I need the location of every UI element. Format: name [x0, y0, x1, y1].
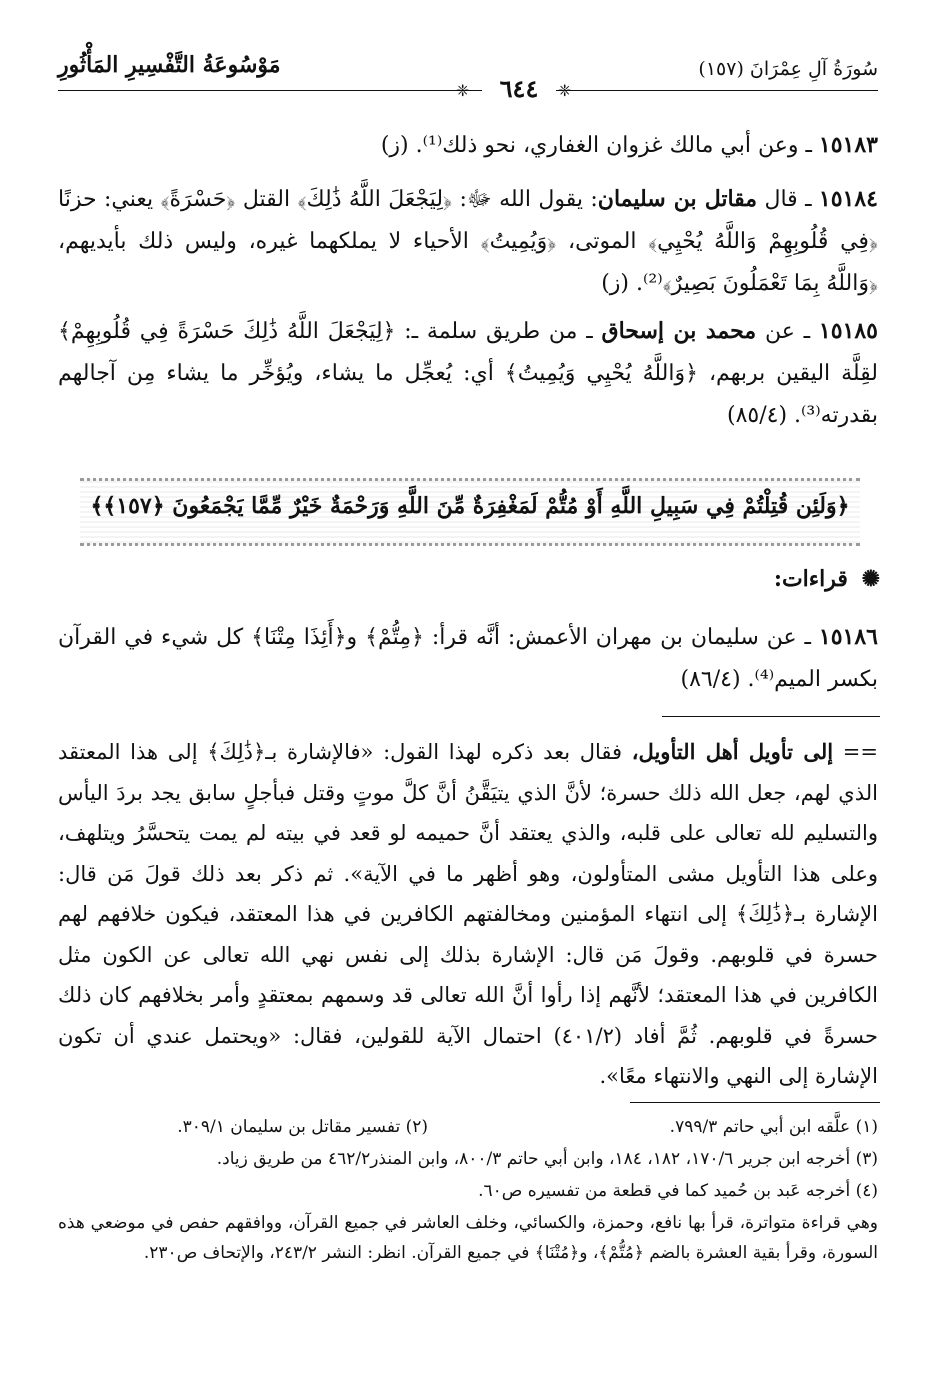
page-header: [58, 44, 878, 106]
continuation-bold: إلى تأويل أهل التأويل،: [631, 739, 834, 764]
entry-number: ١٥١٨٥: [818, 318, 878, 344]
footnote-4: (٤) أخرجه عَبد بن حُميد كما في قطعة من تفسيره ص٦٠.: [478, 1181, 878, 1201]
entry-15185: [58, 310, 878, 437]
footnote-3: (٣) أخرجه ابن جرير ١٧٠/٦، ١٨٢، ١٨٤، وابن أبي حاتم ٨٠٠/٣، وابن المنذر٤٦٢/٢ من طريق زياد.: [216, 1149, 878, 1169]
footnote-1: (١) علَّقه ابن أبي حاتم ٧٩٩/٣.: [669, 1117, 878, 1137]
entry-number: ١٥١٨٣: [818, 132, 878, 158]
entry-number: ١٥١٨٤: [818, 186, 878, 212]
entry-text: : يقول الله ﷻ: ﴿لِيَجْعَلَ اللَّهُ ذَٰلِكَ﴾ القتل ﴿حَسْرَةً﴾ يعني: حزنًا ﴿فِي قُلُوبِهِمْ وَاللَّهُ يُحْيِي﴾ الموتى، ﴿وَيُمِيتُ﴾ الأحياء لا يملكهما غيره، وليس ذلك بأيديهم، ﴿وَاللَّهُ بِمَا تَعْمَلُونَ بَصِيرٌ﴾⁽²⁾. (ز): [58, 187, 878, 296]
entry-15184: [58, 178, 878, 305]
surah-label: سُورَةُ آلِ عِمْرَانَ (١٥٧): [698, 58, 878, 80]
entry-15183: [58, 124, 878, 167]
entry-prefix: ـ قال: [757, 187, 812, 212]
continuation-marker: ==: [842, 740, 878, 764]
narrator-name: مقاتل بن سليمان: [597, 186, 758, 212]
continuation-note: [58, 732, 878, 1097]
verse-band: [80, 478, 860, 546]
footnote-separator: [662, 716, 880, 717]
page-number: ٦٤٤: [482, 74, 556, 103]
entry-text: ـ من طريق سلمة ـ: ﴿لِيَجْعَلَ اللَّهُ ذَٰلِكَ حَسْرَةً فِي قُلُوبِهِمْ﴾ لقِلَّة اليقين بربهم، ﴿وَاللَّهُ يُحْيِي وَيُمِيتُ﴾ أي: يُعجِّل ما يشاء، ويُؤخِّر ما يشاء مِن آجالهم بقدرته⁽³⁾. (٨٥/٤): [58, 319, 878, 428]
entry-number: ١٥١٨٦: [818, 624, 878, 650]
footnote-separator: [630, 1102, 880, 1103]
flower-ornament-icon: ✺: [861, 566, 880, 592]
footnote-2: (٢) تفسير مقاتل بن سليمان ٣٠٩/١.: [177, 1117, 428, 1137]
entry-prefix: ـ عن: [756, 319, 811, 344]
narrator-name: محمد بن إسحاق: [601, 318, 757, 344]
section-heading: [774, 566, 880, 592]
section-heading-text: قراءات:: [773, 566, 848, 592]
continuation-text: فقال بعد ذكره لهذا القول: «فالإشارة بـ﴿ذَٰلِكَ﴾ إلى هذا المعتقد الذي لهم، جعل الله ذلك حسرة؛ لأنَّ الذي يتيَقَّنُ أنَّ كلَّ موتٍ وقتل فبأجلٍ سابق يجد بردَ اليأس والتسليم لله تعالى على قلبه، والذي يعتقد أنَّ حميمه لو قعد في بيته لم يمت يتحسَّرُ ويتلهف، وعلى هذا التأويل مشى المتأولون، وهو أظهر ما في الآية». ثم ذكر بعد ذلك قولَ مَن قال: الإشارة بـ﴿ذَٰلِكَ﴾ إلى انتهاء المؤمنين ومخالفتهم الكافرين في هذا المعتقد، فيكون خلافهم لهم حسرة في قلوبهم. وقولَ مَن قال: الإشارة بذلك إلى نفس نهي الله تعالى عن الكون مثل الكافرين في هذا المعتقد؛ لأنَّهم إذا رأوا أنَّ الله تعالى قد وسمهم بمعتقدٍ وأمر بخلافهم كان ذلك حسرةً في قلوبهم. ثُمَّ أفاد (٤٠١/٢) احتمال الآية للقولين، فقال: «ويحتمل عندي أن تكون الإشارة إلى النهي والانتهاء معًا».: [58, 740, 878, 1088]
entry-text: ـ وعن أبي مالك غزوان الغفاري، نحو ذلك⁽¹⁾. (ز): [380, 133, 812, 158]
footnote-row: [58, 1112, 878, 1142]
quran-verse: ﴿وَلَئِن قُتِلْتُمْ فِي سَبِيلِ اللَّهِ أَوْ مُتُّمْ لَمَغْفِرَةٌ مِّنَ اللَّهِ وَرَحْمَةٌ خَيْرٌ مِّمَّا يَجْمَعُونَ ﴿١٥٧﴾﴾: [90, 493, 850, 519]
ornament-icon: ❈: [456, 81, 470, 100]
book-title: مَوْسُوعَةُ التَّفْسِيرِ المَأْثُورِ: [58, 52, 281, 78]
ornament-icon: ❈: [558, 81, 572, 100]
entry-15186: [58, 616, 878, 701]
entry-text: ـ عن سليمان بن مهران الأعمش: أنَّه قرأ: ﴿مِتُّمْ﴾ و﴿أَئِذَا مِتْنَا﴾ كل شيء في القرآن بكسر الميم⁽⁴⁾. (٨٦/٤): [58, 625, 878, 692]
footnote-4-note: وهي قراءة متواترة، قرأ بها نافع، وحمزة، والكسائي، وخلف العاشر في جميع القرآن، ووافقهم حفص في موضعي هذه السورة، وقرأ بقية العشرة بالضم ﴿مُتُّمْ﴾، و﴿مُتْنَا﴾ في جميع القرآن. انظر: النشر ٢٤٣/٢، والإتحاف ص٢٣٠.: [58, 1213, 878, 1263]
